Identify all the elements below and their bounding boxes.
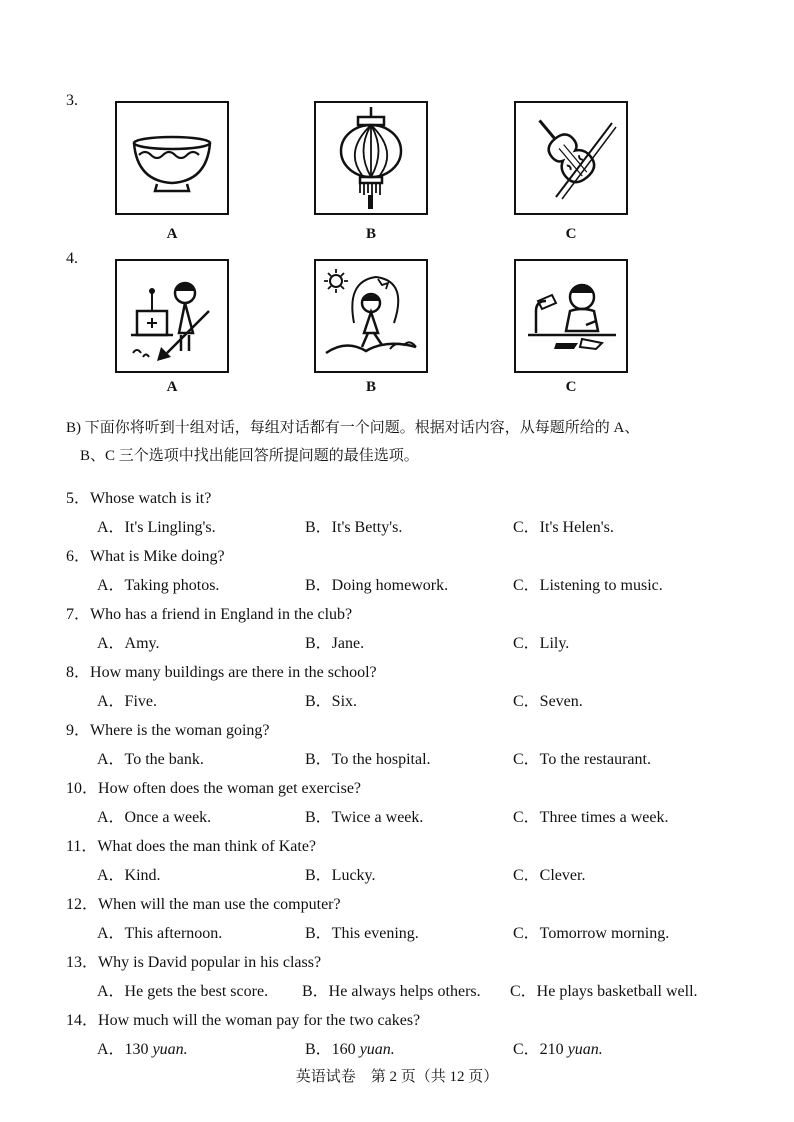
question-9 (66, 717, 270, 740)
option-a[interactable]: A．Kind. (97, 867, 161, 884)
girl-skipping-rope-icon (316, 261, 426, 371)
question-text: What does the man think of Kate? (97, 838, 317, 855)
option-a-text: A．130 (97, 1041, 153, 1058)
question-text: What is Mike doing? (90, 548, 225, 565)
option-a[interactable]: A．Amy. (97, 635, 160, 652)
question-text: Who has a friend in England in the club? (90, 606, 353, 623)
question-6 (66, 543, 225, 566)
option-b-image[interactable] (314, 101, 428, 215)
question-number: 6． (66, 548, 91, 565)
question-text: How much will the woman pay for the two cakes? (98, 1012, 421, 1029)
option-b[interactable] (305, 1036, 395, 1059)
page-footer: 英语试卷 第 2 页（共 12 页） (295, 1069, 499, 1085)
option-c[interactable]: C．Clever. (513, 867, 586, 884)
option-c[interactable]: C．Three times a week. (513, 809, 669, 826)
option-b[interactable]: B．Twice a week. (305, 809, 424, 826)
option-c-label: C (565, 379, 577, 395)
option-b[interactable]: B．Lucky. (305, 867, 376, 884)
option-c[interactable]: C．He plays basketball well. (510, 983, 698, 1000)
boy-drawing-icon (516, 261, 626, 371)
option-c-text: C．210 (513, 1041, 568, 1058)
question-text: Whose watch is it? (90, 490, 212, 507)
option-c[interactable] (513, 1036, 603, 1059)
option-c-label: C (565, 226, 577, 242)
question-number: 8． (66, 664, 91, 681)
question-14 (66, 1007, 420, 1030)
girl-sweeping-icon (117, 261, 227, 371)
question-number: 9． (66, 722, 91, 739)
currency-unit: yuan. (567, 1041, 603, 1058)
question-number: 4. (66, 250, 78, 267)
question-number: 10． (66, 780, 99, 797)
instruction-line: B) 下面你将听到十组对话，每组对话都有一个问题。根据对话内容，从每题所给的 A、 (66, 420, 640, 436)
option-c[interactable]: C．Seven. (513, 693, 583, 710)
question-number: 5． (66, 490, 91, 507)
question-text: Where is the woman going? (90, 722, 270, 739)
option-b[interactable]: B．It's Betty's. (305, 519, 403, 536)
option-c-image[interactable] (514, 259, 628, 373)
option-c[interactable]: C．Lily. (513, 635, 570, 652)
option-a[interactable]: A．He gets the best score. (97, 983, 269, 1000)
question-text: How often does the woman get exercise? (98, 780, 362, 797)
question-11 (66, 833, 316, 856)
question-number: 3. (66, 92, 78, 109)
option-a-image[interactable] (115, 101, 229, 215)
option-b[interactable]: B．Six. (305, 693, 358, 710)
option-a[interactable]: A．To the bank. (97, 751, 204, 768)
option-c[interactable]: C．It's Helen's. (513, 519, 614, 536)
question-number: 12． (66, 896, 99, 913)
currency-unit: yuan. (359, 1041, 395, 1058)
question-number: 14． (66, 1012, 99, 1029)
option-b[interactable]: B．This evening. (305, 925, 419, 942)
option-b[interactable]: B．He always helps others. (302, 983, 481, 1000)
option-c-image[interactable] (514, 101, 628, 215)
bowl-icon (117, 103, 227, 213)
option-b[interactable]: B．Doing homework. (305, 577, 449, 594)
option-b-text: B．160 (305, 1041, 360, 1058)
option-c[interactable]: C．Tomorrow morning. (513, 925, 670, 942)
question-13 (66, 949, 321, 972)
question-7 (66, 601, 352, 624)
currency-unit: yuan. (152, 1041, 188, 1058)
option-a[interactable]: A．Five. (97, 693, 158, 710)
option-c[interactable]: C．Listening to music. (513, 577, 663, 594)
option-a[interactable]: A．Taking photos. (97, 577, 220, 594)
option-a[interactable]: A．It's Lingling's. (97, 519, 216, 536)
option-a-label: A (166, 379, 178, 395)
question-text: Why is David popular in his class? (98, 954, 322, 971)
lantern-icon (316, 103, 426, 213)
option-a-label: A (166, 226, 178, 242)
option-b[interactable]: B．To the hospital. (305, 751, 431, 768)
instruction-line: B、C 三个选项中找出能回答所提问题的最佳选项。 (80, 448, 419, 464)
question-number: 7． (66, 606, 91, 623)
question-number: 13． (66, 954, 99, 971)
question-number: 11． (66, 838, 98, 855)
question-5 (66, 485, 211, 508)
question-text: When will the man use the computer? (98, 896, 341, 913)
question-text: How many buildings are there in the school? (90, 664, 377, 681)
option-a-image[interactable] (115, 259, 229, 373)
option-c[interactable]: C．To the restaurant. (513, 751, 651, 768)
option-a[interactable]: A．This afternoon. (97, 925, 223, 942)
option-b[interactable]: B．Jane. (305, 635, 365, 652)
question-10 (66, 775, 361, 798)
option-b-label: B (365, 379, 376, 395)
violin-icon (516, 103, 626, 213)
option-b-image[interactable] (314, 259, 428, 373)
question-12 (66, 891, 341, 914)
question-8 (66, 659, 377, 682)
option-a[interactable] (97, 1036, 188, 1059)
section-b-instruction (66, 414, 746, 470)
option-a[interactable]: A．Once a week. (97, 809, 212, 826)
option-b-label: B (365, 226, 376, 242)
